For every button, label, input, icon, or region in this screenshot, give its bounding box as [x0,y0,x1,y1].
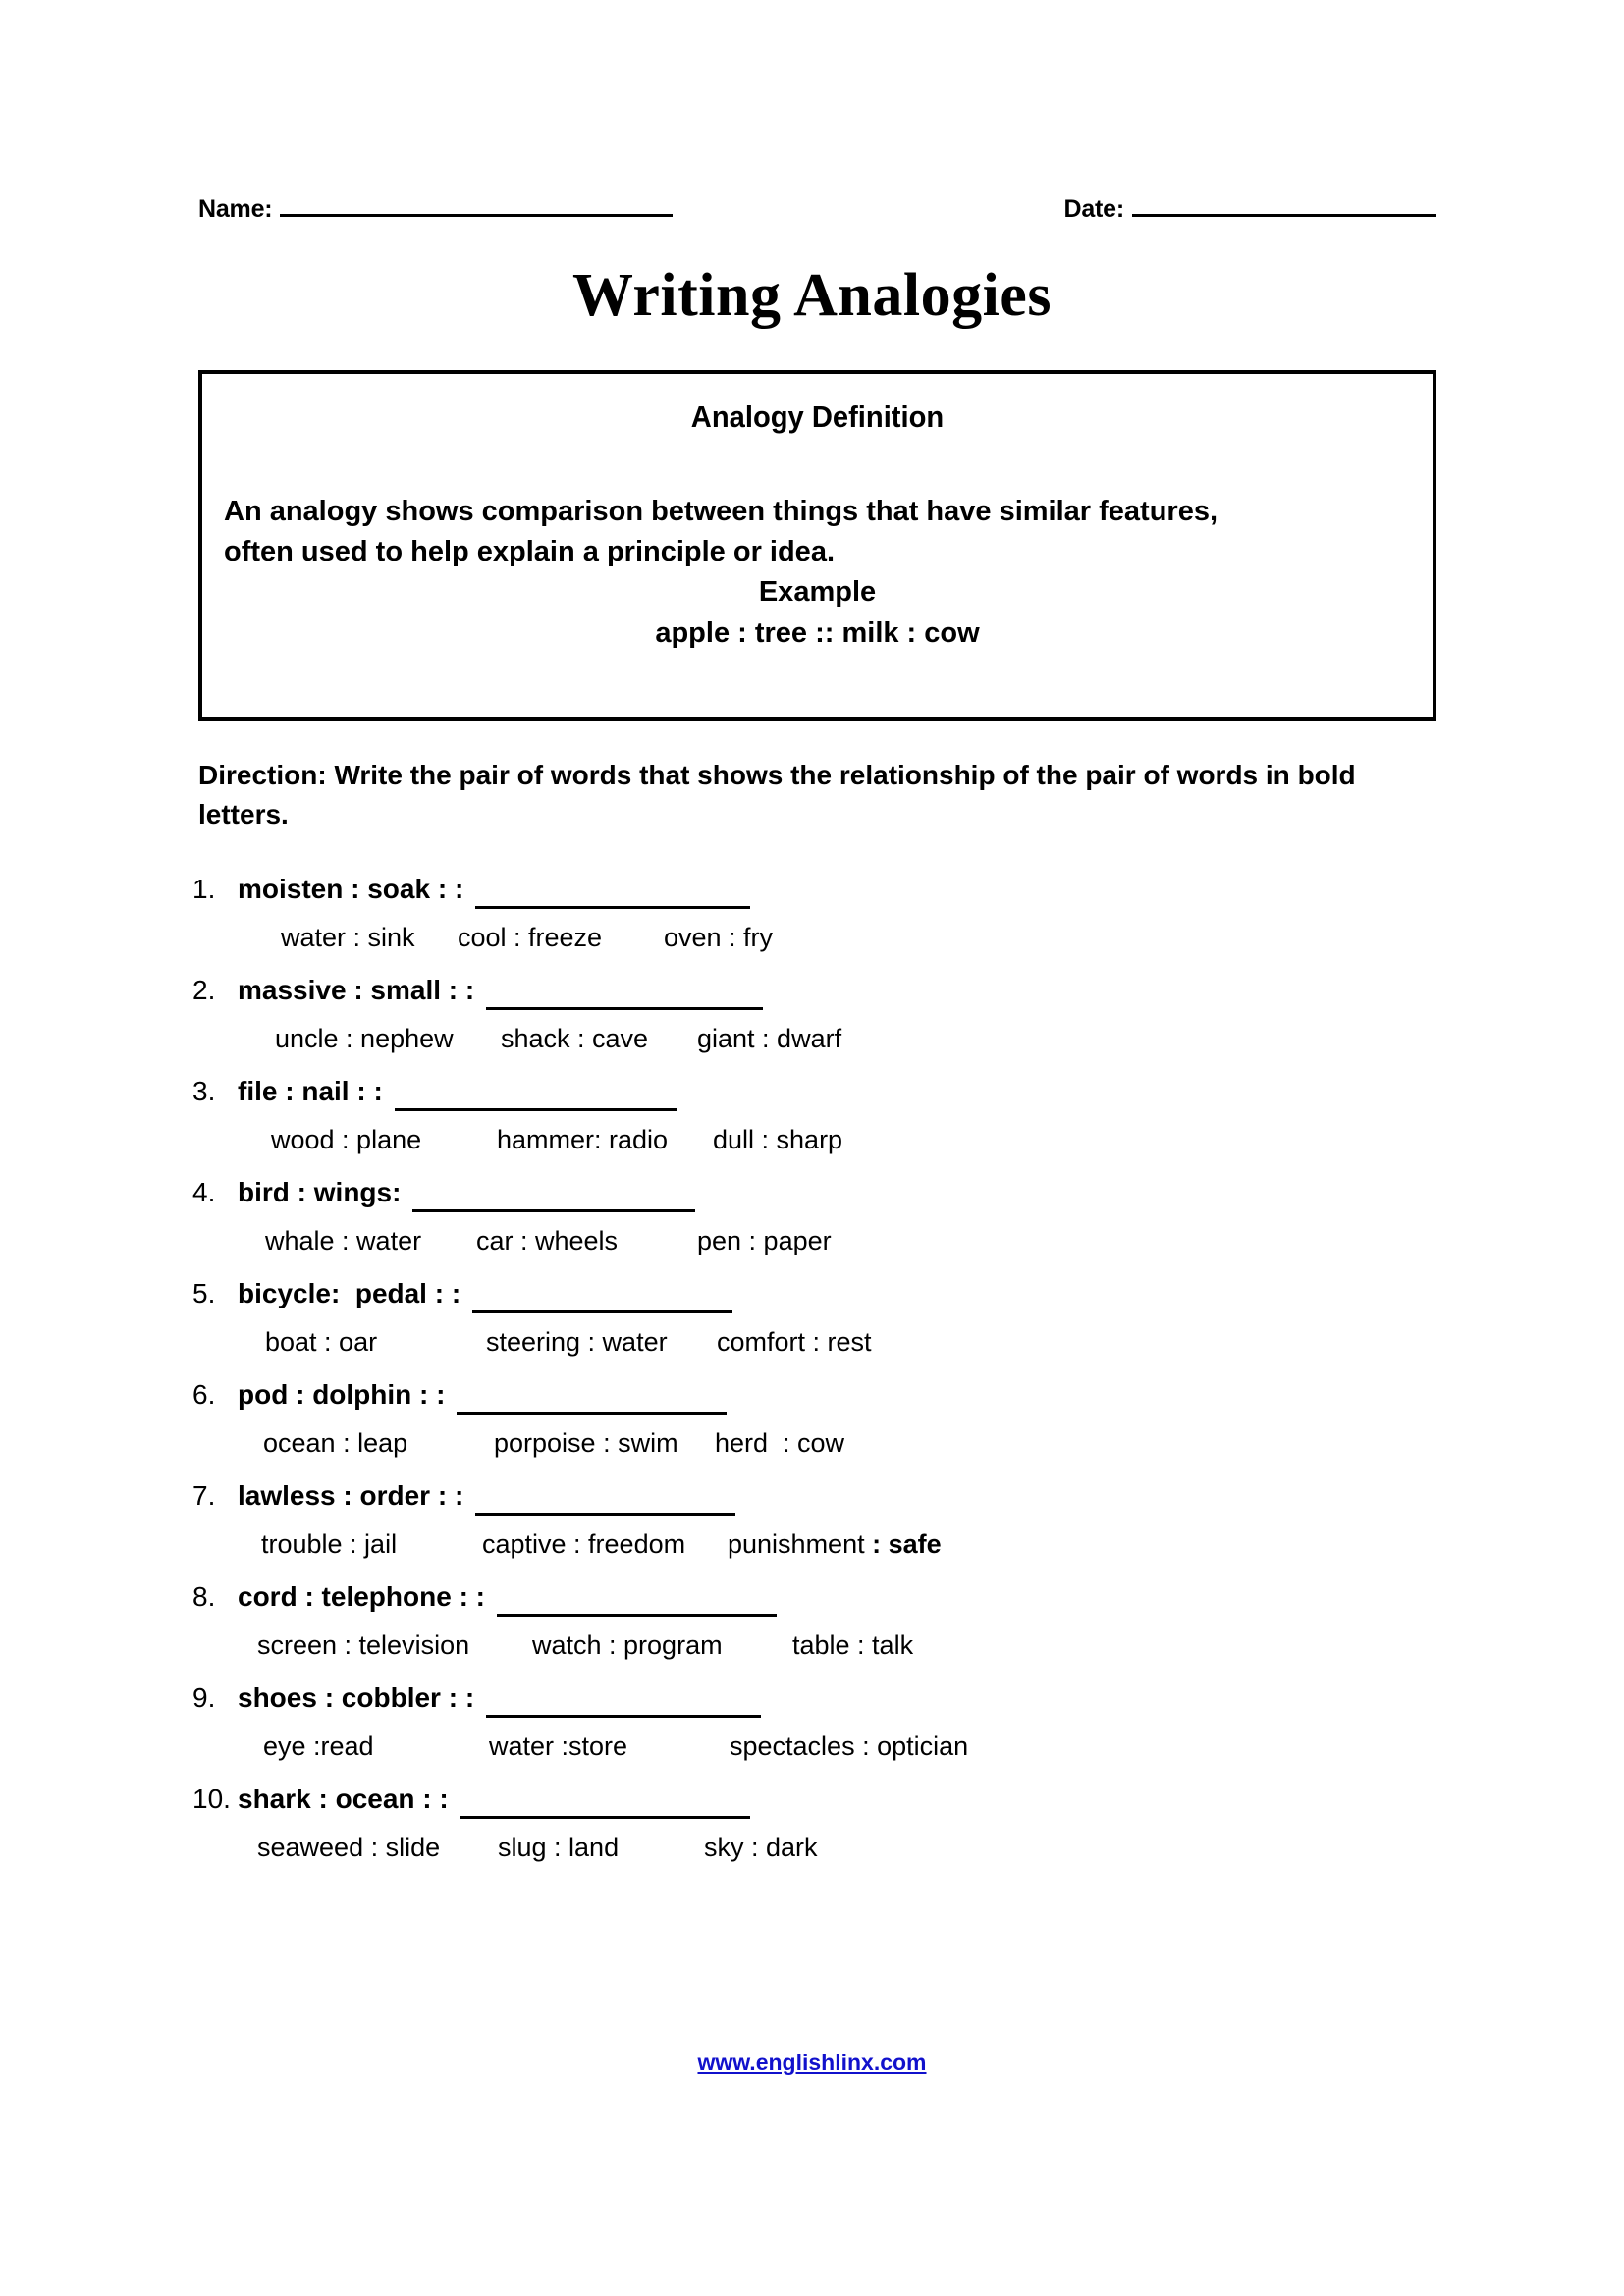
item-stem: massive : small : : [238,975,475,1005]
item-number: 4. [192,1177,216,1207]
item-option[interactable]: seaweed : slide [257,1832,441,1862]
analogy-definition-box [198,370,1436,721]
item-options [257,1724,1469,1769]
item-option-bold-suffix: : safe [872,1528,942,1559]
name-label: Name: [198,195,273,223]
item-number: 9. [192,1682,216,1713]
item-stem: bird : wings: [238,1177,402,1207]
item-answer-blank[interactable] [486,976,763,1010]
item-option[interactable]: slug : land [498,1832,620,1862]
item-prompt [192,1774,1469,1819]
item-option[interactable]: sky : dark [704,1832,818,1862]
website-link[interactable]: www.englishlinx.com [697,2050,927,2075]
item-option[interactable]: water :store [489,1731,628,1761]
definition-body [202,492,1433,654]
item-answer-blank[interactable] [486,1683,761,1718]
analogy-item [192,1369,1469,1466]
item-stem: shoes : cobbler : : [238,1682,475,1713]
analogy-item [192,864,1469,960]
item-number: 1. [192,874,216,904]
item-stem: pod : dolphin : : [238,1379,446,1410]
item-answer-blank[interactable] [457,1380,727,1415]
item-stem: file : nail : : [238,1076,383,1106]
item-option[interactable]: dull : sharp [713,1124,843,1154]
item-option[interactable]: oven : fry [664,922,774,952]
analogy-item [192,1066,1469,1162]
item-answer-blank[interactable] [412,1178,695,1212]
item-option[interactable]: ocean : leap [263,1427,408,1458]
item-prompt [192,1369,1469,1415]
item-option[interactable]: hammer: radio [497,1124,669,1154]
item-stem: shark : ocean : : [238,1784,449,1814]
item-answer-blank[interactable] [497,1582,777,1617]
item-option[interactable]: steering : water [486,1326,668,1357]
item-options [257,1522,1469,1567]
item-stem: moisten : soak : : [238,874,464,904]
item-options [257,915,1469,960]
item-option[interactable]: giant : dwarf [697,1023,842,1053]
item-prompt [192,1268,1469,1313]
item-prompt [192,1167,1469,1212]
item-prompt [192,864,1469,909]
item-option[interactable]: uncle : nephew [275,1023,454,1053]
analogy-item [192,1167,1469,1263]
analogy-item [192,1774,1469,1870]
example-label: Example [758,576,877,609]
item-number: 2. [192,975,216,1005]
item-stem: lawless : order : : [238,1480,464,1511]
item-number: 10. [192,1784,231,1814]
item-option[interactable]: table : talk [792,1629,914,1660]
item-prompt [192,965,1469,1010]
date-label: Date: [1063,195,1124,223]
item-prompt [192,1470,1469,1516]
item-prompt [192,1066,1469,1111]
definition-heading: Analogy Definition [690,400,945,434]
item-answer-blank[interactable] [475,875,750,909]
footer [0,2050,1624,2076]
item-prompt [192,1673,1469,1718]
item-stem: cord : telephone : : [238,1581,485,1612]
item-answer-blank[interactable] [460,1785,750,1819]
example-text: apple : tree :: milk : cow [655,616,980,649]
item-option[interactable]: boat : oar [265,1326,378,1357]
item-options [257,1623,1469,1668]
date-write-line[interactable] [1132,192,1436,217]
analogy-item [192,1470,1469,1567]
item-number: 3. [192,1076,216,1106]
item-options [257,1420,1469,1466]
item-option[interactable]: whale : water [265,1225,422,1255]
definition-line-2: often used to help explain a principle or idea. [224,536,835,568]
item-option[interactable]: captive : freedom [482,1528,686,1559]
name-write-line[interactable] [280,192,673,217]
analogy-item [192,1572,1469,1668]
item-option[interactable]: spectacles : optician [730,1731,969,1761]
analogy-item [192,1268,1469,1364]
item-answer-blank[interactable] [472,1279,732,1313]
item-number: 6. [192,1379,216,1410]
item-number: 5. [192,1278,216,1308]
item-option[interactable]: watch : program [532,1629,723,1660]
date-field[interactable] [1063,192,1436,224]
item-answer-blank[interactable] [475,1481,735,1516]
name-date-row [198,192,1436,224]
item-option[interactable]: shack : cave [501,1023,649,1053]
item-option[interactable]: pen : paper [697,1225,832,1255]
item-number: 7. [192,1480,216,1511]
page-title: Writing Analogies [572,262,1052,329]
item-option[interactable]: screen : television [257,1629,470,1660]
item-options [257,1319,1469,1364]
item-option[interactable]: trouble : jail [261,1528,398,1559]
item-options [257,1825,1469,1870]
analogy-item [192,965,1469,1061]
item-options [257,1117,1469,1162]
name-field[interactable] [198,192,673,224]
directions-text: Direction: Write the pair of words that shows the relationship of the pair of words in bold letters. [198,760,1356,829]
item-option[interactable]: wood : plane [271,1124,422,1154]
analogy-item [192,1673,1469,1769]
item-number: 8. [192,1581,216,1612]
item-answer-blank[interactable] [395,1077,677,1111]
definition-line-1: An analogy shows comparison between things that have similar features, [224,496,1218,527]
item-stem: bicycle: pedal : : [238,1278,461,1308]
item-options [257,1218,1469,1263]
item-option[interactable]: cool : freeze [458,922,603,952]
item-option[interactable]: comfort : rest [717,1326,872,1357]
item-option[interactable] [728,1529,944,1560]
item-option[interactable]: car : wheels [476,1225,619,1255]
item-option[interactable]: porpoise : swim [494,1427,678,1458]
item-option[interactable]: eye :read [263,1731,374,1761]
item-prompt [192,1572,1469,1617]
item-option-text: punishment [728,1528,873,1559]
analogy-items-list [192,864,1469,1875]
item-option[interactable]: water : sink [281,922,415,952]
item-options [257,1016,1469,1061]
item-option[interactable]: herd : cow [715,1427,845,1458]
